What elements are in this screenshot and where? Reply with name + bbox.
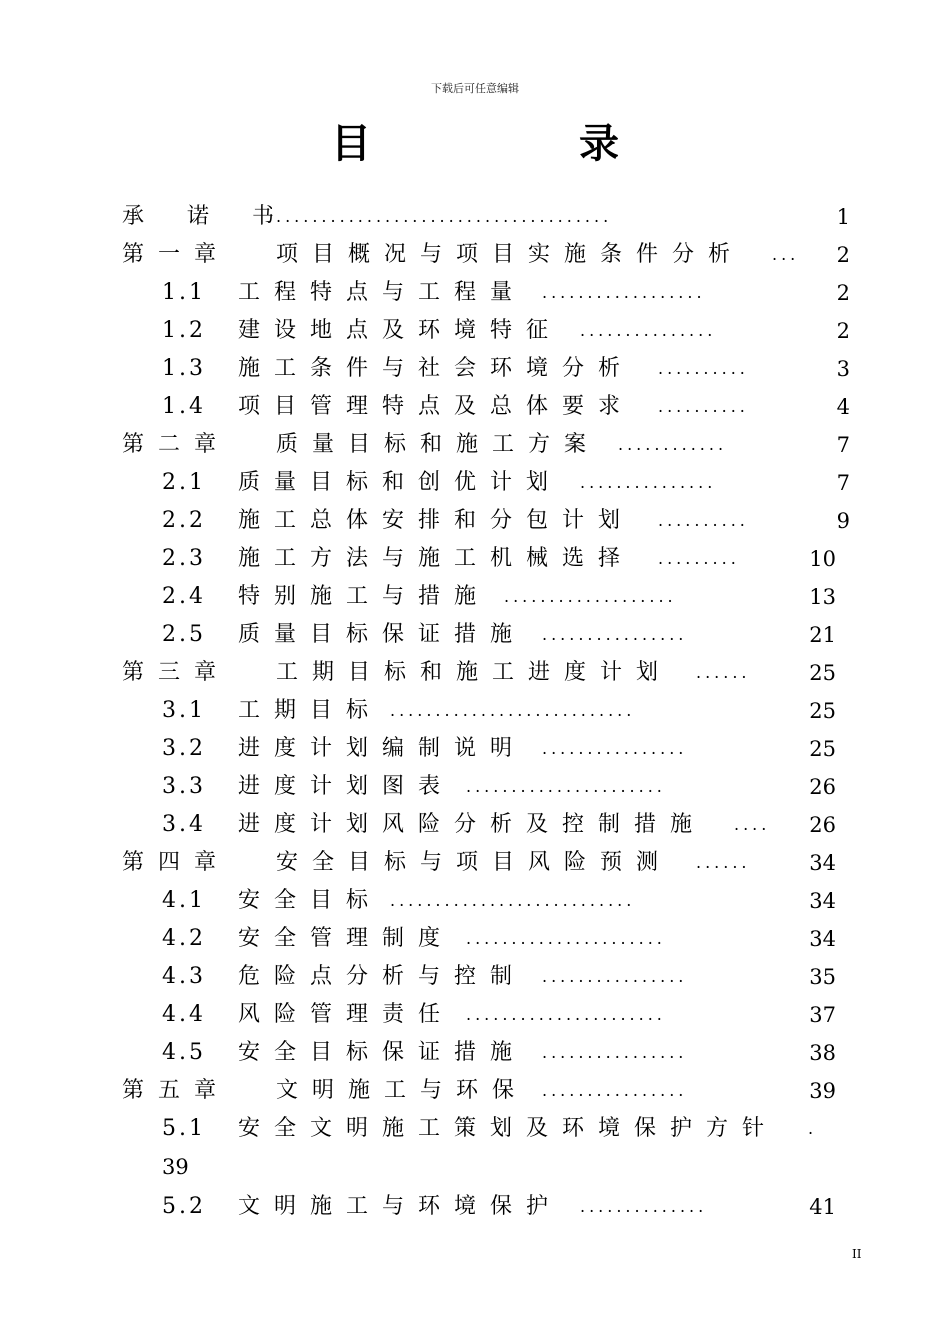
section-number: 4.1 xyxy=(162,888,206,913)
toc-section[interactable] xyxy=(122,996,852,1034)
toc-section[interactable] xyxy=(122,388,852,426)
toc-page-number: 26 xyxy=(809,813,836,837)
toc-chapter[interactable] xyxy=(122,654,852,692)
toc-page-number: 21 xyxy=(809,623,836,647)
toc-section[interactable] xyxy=(122,920,852,958)
toc-entry-title: 进度计划图表 xyxy=(238,774,455,799)
section-number: 1.4 xyxy=(162,394,206,419)
toc-page-number: 34 xyxy=(809,927,836,951)
toc-entry-title: 安全目标 xyxy=(238,888,383,913)
toc-section[interactable] xyxy=(122,1188,852,1226)
toc-section[interactable] xyxy=(122,730,852,768)
toc-page-number: 38 xyxy=(809,1041,836,1065)
dot-leader: ...... xyxy=(696,663,751,682)
toc-section[interactable] xyxy=(122,882,852,920)
toc-page-number: 26 xyxy=(809,775,836,799)
toc-entry-title: 安全目标保证措施 xyxy=(238,1040,527,1065)
toc-page-number: 39 xyxy=(162,1155,189,1179)
toc-entry-title: 工期目标 xyxy=(238,698,383,723)
dot-leader: ................ xyxy=(542,1043,688,1062)
dot-leader: .... xyxy=(734,815,771,834)
toc-entry[interactable] xyxy=(122,198,852,236)
chapter-number: 第四章 xyxy=(122,850,231,875)
toc-page-number: 25 xyxy=(809,699,836,723)
toc-section[interactable] xyxy=(122,578,852,616)
dot-leader: ................ xyxy=(542,739,688,758)
toc-page-number: 25 xyxy=(809,661,836,685)
toc-entry-title: 特别施工与措施 xyxy=(238,584,491,609)
dot-leader: ...................... xyxy=(466,1005,666,1024)
toc-entry-title: 承 诺 书 xyxy=(122,204,292,229)
toc-section[interactable] xyxy=(122,464,852,502)
toc-page-number: 41 xyxy=(809,1195,836,1219)
dot-leader: ............ xyxy=(618,435,728,454)
toc-entry-title: 施工总体安排和分包计划 xyxy=(238,508,635,533)
toc-page-number: 35 xyxy=(809,965,836,989)
toc-entry-title: 危险点分析与控制 xyxy=(238,964,527,989)
footer-page-number: II xyxy=(852,1247,862,1261)
toc-entry-title: 安全目标与项目风险预测 xyxy=(276,850,673,875)
toc-page-number: 1 xyxy=(836,205,850,229)
section-number: 4.4 xyxy=(162,1002,206,1027)
dot-leader: ................... xyxy=(504,587,677,606)
dot-leader: ........................... xyxy=(390,891,636,910)
dot-leader: ................ xyxy=(542,967,688,986)
dot-leader: ..................................... xyxy=(276,207,613,226)
section-number: 2.5 xyxy=(162,622,206,647)
chapter-number: 第一章 xyxy=(122,242,231,267)
toc-page-number: 4 xyxy=(836,395,850,419)
toc-entry-title: 施工条件与社会环境分析 xyxy=(238,356,635,381)
toc-page-number: 2 xyxy=(836,243,850,267)
toc-entry-title: 文明施工与环境保护 xyxy=(238,1194,563,1219)
toc-entry-title: 工期目标和施工进度计划 xyxy=(276,660,673,685)
toc-entry-title: 项目管理特点及总体要求 xyxy=(238,394,635,419)
toc-entry-title: 建设地点及环境特征 xyxy=(238,318,563,343)
toc-page-number: 3 xyxy=(836,357,850,381)
section-number: 2.4 xyxy=(162,584,206,609)
section-number: 3.2 xyxy=(162,736,206,761)
toc-page-number: 39 xyxy=(809,1079,836,1103)
section-number: 4.2 xyxy=(162,926,206,951)
toc-section[interactable] xyxy=(122,768,852,806)
dot-leader: ................ xyxy=(542,1081,688,1100)
section-number: 5.2 xyxy=(162,1194,206,1219)
toc-page-number: 2 xyxy=(836,319,850,343)
dot-leader: ............... xyxy=(580,473,717,492)
dot-leader: .................. xyxy=(542,283,706,302)
toc-chapter[interactable] xyxy=(122,236,852,274)
toc-section[interactable] xyxy=(122,274,852,312)
toc-page-number: 13 xyxy=(809,585,836,609)
toc-chapter[interactable] xyxy=(122,1072,852,1110)
header-note: 下载后可任意编辑 xyxy=(431,82,519,95)
toc-page-number: 7 xyxy=(836,433,850,457)
toc-entry-title: 项目概况与项目实施条件分析 xyxy=(276,242,745,267)
section-number: 2.3 xyxy=(162,546,206,571)
toc-section[interactable] xyxy=(122,350,852,388)
dot-leader: . xyxy=(808,1119,818,1138)
section-number: 1.2 xyxy=(162,318,206,343)
dot-leader: ...................... xyxy=(466,929,666,948)
toc-entry-title: 安全管理制度 xyxy=(238,926,455,951)
section-number: 2.1 xyxy=(162,470,206,495)
toc-section[interactable] xyxy=(122,502,852,540)
toc-section[interactable] xyxy=(122,692,852,730)
section-number: 1.1 xyxy=(162,280,206,305)
dot-leader: .......... xyxy=(658,511,749,530)
toc-page-number: 9 xyxy=(836,509,850,533)
toc-entry-title: 进度计划编制说明 xyxy=(238,736,527,761)
chapter-number: 第五章 xyxy=(122,1078,231,1103)
toc-section[interactable] xyxy=(122,1110,852,1186)
toc-entry-title: 质量目标和施工方案 xyxy=(276,432,601,457)
toc-entry-title: 工程特点与工程量 xyxy=(238,280,527,305)
toc-section[interactable] xyxy=(122,806,852,844)
toc-chapter[interactable] xyxy=(122,426,852,464)
toc-entry-title: 风险管理责任 xyxy=(238,1002,455,1027)
toc-page-number: 37 xyxy=(809,1003,836,1027)
section-number: 5.1 xyxy=(162,1116,206,1141)
toc-entry-title: 安全文明施工策划及环境保护方针 xyxy=(238,1116,779,1141)
toc-page-number: 7 xyxy=(836,471,850,495)
toc-entry-title: 进度计划风险分析及控制措施 xyxy=(238,812,707,837)
chapter-number: 第三章 xyxy=(122,660,231,685)
section-number: 3.3 xyxy=(162,774,206,799)
dot-leader: ......... xyxy=(658,549,740,568)
dot-leader: ........................... xyxy=(390,701,636,720)
dot-leader: ............... xyxy=(580,321,717,340)
toc-entry-title: 质量目标和创优计划 xyxy=(238,470,563,495)
page-title: 目 录 xyxy=(331,120,703,167)
dot-leader: .......... xyxy=(658,397,749,416)
dot-leader: .............. xyxy=(580,1197,708,1216)
toc-chapter[interactable] xyxy=(122,844,852,882)
chapter-number: 第二章 xyxy=(122,432,231,457)
section-number: 2.2 xyxy=(162,508,206,533)
toc-page-number: 2 xyxy=(836,281,850,305)
dot-leader: ...................... xyxy=(466,777,666,796)
toc-section[interactable] xyxy=(122,540,852,578)
toc-entry-title: 施工方法与施工机械选择 xyxy=(238,546,635,571)
section-number: 3.1 xyxy=(162,698,206,723)
section-number: 3.4 xyxy=(162,812,206,837)
toc-section[interactable] xyxy=(122,1034,852,1072)
toc-page-number: 34 xyxy=(809,851,836,875)
dot-leader: .......... xyxy=(658,359,749,378)
dot-leader: ... xyxy=(772,245,800,264)
toc-section[interactable] xyxy=(122,616,852,654)
dot-leader: ................ xyxy=(542,625,688,644)
section-number: 1.3 xyxy=(162,356,206,381)
toc-section[interactable] xyxy=(122,312,852,350)
section-number: 4.5 xyxy=(162,1040,206,1065)
toc-page-number: 34 xyxy=(809,889,836,913)
toc-page-number: 10 xyxy=(809,547,836,571)
toc-entry-title: 文明施工与环保 xyxy=(276,1078,529,1103)
dot-leader: ...... xyxy=(696,853,751,872)
toc-page-number: 25 xyxy=(809,737,836,761)
toc-entry-title: 质量目标保证措施 xyxy=(238,622,527,647)
section-number: 4.3 xyxy=(162,964,206,989)
toc-section[interactable] xyxy=(122,958,852,996)
